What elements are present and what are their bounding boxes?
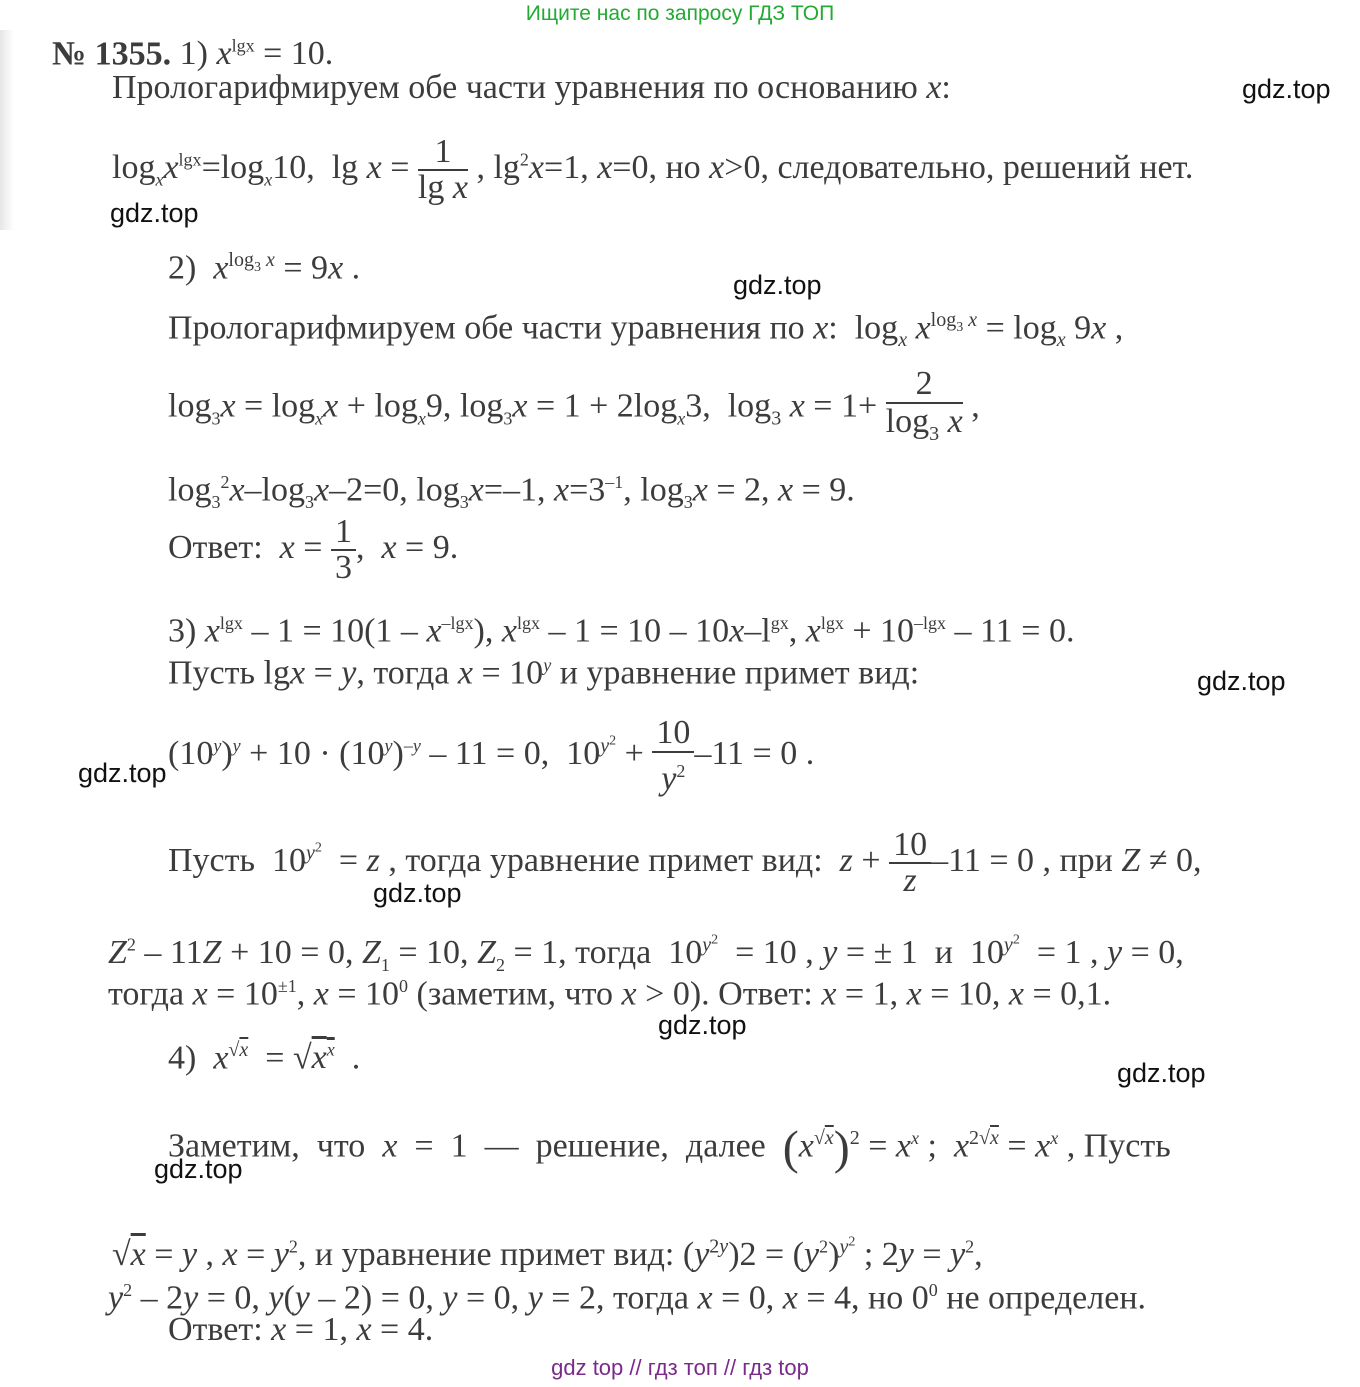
line-6: $\log_3x = \log_xx + \log_x9$, $\log_3x = 1 + 2\log_x3$, $\log_3 x = 1+$ $\frac{2}{\log_3 x}$ , [168,365,980,445]
line-2: Прологарифмируем обе части уравнения по основанию x: [112,69,951,106]
line-12: Пусть $10^{y^2} = z$ , тогда уравнение примет вид: z + $\frac{10}{z}$ –11 = 0 , при Z ≠ 0, [168,826,1202,900]
problem-number: № 1355. [52,35,172,73]
watermark-3: gdz.top [733,270,822,300]
watermark-8: gdz.top [1117,1058,1206,1088]
line-16: Заметим, что x = 1 — решение, далее $(x^{√x})^2 = x^x$ ; $x^{2√x} = x^x$ , Пусть [168,1121,1171,1175]
line-7: $\log_3^2x-\log_3x-2=0$, $\log_3x=-1$, $x=3^{-1}$, $\log_3x = 2$, x = 9. [168,471,855,513]
watermark-5: gdz.top [78,758,167,788]
scan-edge-shadow [0,30,14,230]
line-4: 2) $x^{log_3 x} = 9x$ . [168,249,361,287]
watermark-2: gdz.top [110,198,199,228]
line-9: 3) $x^{lgx} - 1 = 10(1 - x^{-lgx})$, $x^{lgx} - 1 = 10 - 10x-l^{gx}$, $x^{lgx} + 10^{-lgx} - 11 = 0$. [168,612,1075,650]
line-17: √x = y , $x = y^2$, и уравнение примет вид: $(y^{2y})2 = (y^2)^{y^2}$ ; $2y = y^2$, [112,1234,983,1273]
watermark-9: gdz.top [154,1154,243,1184]
watermark-7: gdz.top [658,1010,747,1040]
line-18: $y^2 - 2y = 0$, y(y – 2) = 0, y = 0, y = 2, тогда x = 0, x = 4, но $0^0$ не определен. [108,1279,1147,1317]
line-15: 4) $x^{√x} = √x^x$ . [168,1039,361,1077]
line-13: $Z^2 - 11Z + 10 = 0$, $Z_1 = 10$, $Z_2 = 1$, тогда $10^{y^2} = 10$ , y = ± 1 и $10^{y^2} = 1$ , y = 0, [108,932,1184,975]
watermark-1: gdz.top [1242,74,1331,104]
line-10: Пусть lgx = y, тогда $x = 10^y$ и уравнение примет вид: [168,654,920,692]
part-1-equation: 1) $x^{lgx} = 10$. [179,35,334,73]
line-11: $(10^y)^y + 10 \cdot (10^y)^{-y} - 11 = 0$, $10^{y^2}$ + $\frac{10}{y^2}$ –11 = 0 . [168,714,815,798]
line-3: $\log_xx^{lgx}=\log_x10$, lg x = $\frac{1}{\text{lg x}}$ , $\lg^2x=1$, x=0, но x>0, следовательно, решений нет. [112,133,1194,206]
watermark-6: gdz.top [373,878,462,908]
line-19-answer-4: Ответ: x = 1, x = 4. [168,1311,434,1348]
line-8-answer-2: Ответ: x = $\frac{1}{3}$ , x = 9. [168,513,459,586]
footer-links[interactable]: gdz top // гдз топ // гдз top [551,1355,809,1380]
watermark-4: gdz.top [1197,666,1286,696]
header-banner: Ищите нас по запросу ГДЗ ТОП [525,2,835,25]
line-5: Прологарифмируем обе части уравнения по x: $\log_x x^{log_3 x} = \log_x 9x$ , [168,309,1124,352]
line-14: тогда $x = 10^{\pm 1}$, $x = 10^0$ (заметим, что x > 0). Ответ: x = 1, x = 10, x = 0,1. [108,975,1112,1013]
